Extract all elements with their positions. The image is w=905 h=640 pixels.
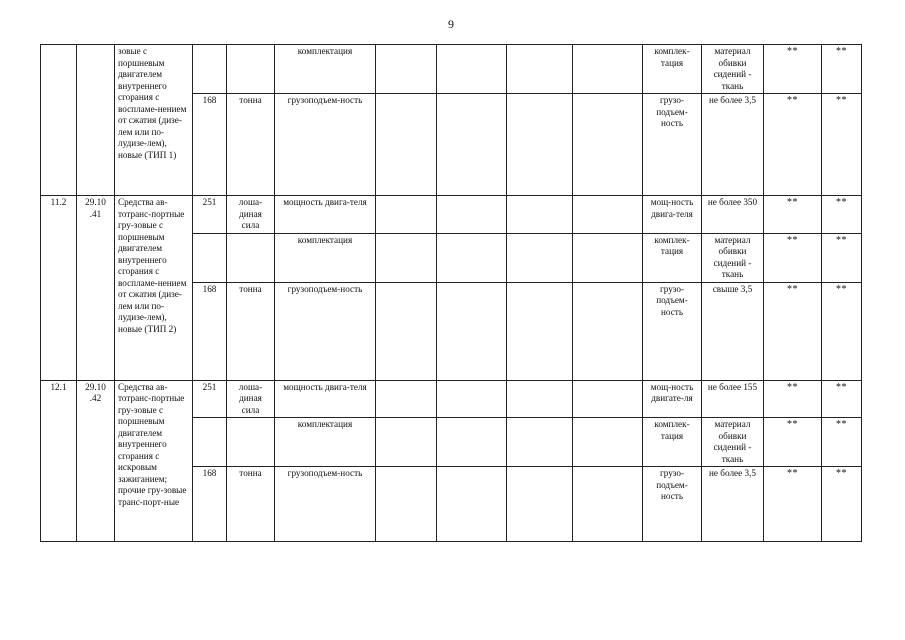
empty-cell [507, 418, 573, 467]
empty-cell [507, 45, 573, 94]
empty-cell [437, 196, 507, 234]
characteristic-cell: мощность двига-теля [275, 380, 376, 418]
empty-cell [573, 282, 643, 380]
characteristic-2-cell: грузо-подъем-ность [643, 467, 702, 542]
empty-cell [437, 380, 507, 418]
characteristic-cell: грузоподъем-ность [275, 467, 376, 542]
okei-cell: 168 [193, 282, 227, 380]
mark-cell: ** [822, 196, 862, 234]
mark-cell: ** [822, 282, 862, 380]
characteristic-2-cell: грузо-подъем-ность [643, 94, 702, 196]
mark-cell: ** [822, 233, 862, 282]
empty-cell [376, 380, 437, 418]
table-row [41, 196, 862, 234]
characteristic-2-cell: комплек-тация [643, 45, 702, 94]
empty-cell [437, 467, 507, 542]
characteristic-2-cell: мощ-ность двигате-ля [643, 380, 702, 418]
okei-cell: 168 [193, 94, 227, 196]
unit-cell: тонна [227, 467, 275, 542]
empty-cell [376, 418, 437, 467]
empty-cell [437, 233, 507, 282]
value-cell: материал обивки сидений - ткань [702, 233, 764, 282]
empty-cell [507, 467, 573, 542]
value-cell: не более 3,5 [702, 467, 764, 542]
mark-cell: ** [764, 196, 822, 234]
empty-cell [507, 94, 573, 196]
mark-cell: ** [822, 418, 862, 467]
empty-cell [507, 196, 573, 234]
unit-cell [227, 45, 275, 94]
okei-cell [193, 45, 227, 94]
mark-cell: ** [764, 467, 822, 542]
empty-cell [573, 196, 643, 234]
code-cell: 11.2 [41, 196, 77, 381]
value-cell: свыше 3,5 [702, 282, 764, 380]
empty-cell [573, 233, 643, 282]
unit-cell: лоша-диная сила [227, 380, 275, 418]
empty-cell [507, 282, 573, 380]
page-number: 9 [448, 17, 454, 31]
characteristic-cell: грузоподъем-ность [275, 282, 376, 380]
table-row [41, 45, 862, 94]
empty-cell [376, 282, 437, 380]
value-cell: не более 350 [702, 196, 764, 234]
empty-cell [507, 233, 573, 282]
unit-cell: тонна [227, 94, 275, 196]
mark-cell: ** [764, 418, 822, 467]
mark-cell: ** [822, 380, 862, 418]
unit-cell [227, 418, 275, 467]
characteristic-cell: грузоподъем-ность [275, 94, 376, 196]
characteristic-cell: комплектация [275, 233, 376, 282]
okpd-cell: 29.10 .42 [77, 380, 115, 542]
unit-cell [227, 233, 275, 282]
empty-cell [376, 94, 437, 196]
empty-cell [437, 45, 507, 94]
okei-cell: 251 [193, 196, 227, 234]
mark-cell: ** [764, 233, 822, 282]
empty-cell [573, 467, 643, 542]
empty-cell [573, 94, 643, 196]
unit-cell: лоша-диная сила [227, 196, 275, 234]
empty-cell [437, 94, 507, 196]
empty-cell [376, 196, 437, 234]
value-cell: материал обивки сидений - ткань [702, 45, 764, 94]
okpd-cell: 29.10 .41 [77, 196, 115, 381]
requirements-table [40, 44, 862, 542]
unit-cell: тонна [227, 282, 275, 380]
description-cell: Средства ав-тотранс-портные гру-зовые с поршневым двигателем внутреннего сгорания с воспламе-нением от сжатия (дизе-лем или по-лудизе-лем), новые (ТИП 2) [115, 196, 193, 381]
value-cell: не более 3,5 [702, 94, 764, 196]
characteristic-2-cell: грузо-подъем-ность [643, 282, 702, 380]
table-row [41, 380, 862, 418]
characteristic-2-cell: комплек-тация [643, 418, 702, 467]
empty-cell [573, 45, 643, 94]
okei-cell [193, 418, 227, 467]
okpd-cell [77, 45, 115, 196]
characteristic-cell: комплектация [275, 45, 376, 94]
value-cell: не более 155 [702, 380, 764, 418]
mark-cell: ** [764, 94, 822, 196]
empty-cell [507, 380, 573, 418]
characteristic-2-cell: комплек-тация [643, 233, 702, 282]
code-cell: 12.1 [41, 380, 77, 542]
empty-cell [573, 380, 643, 418]
mark-cell: ** [822, 467, 862, 542]
empty-cell [376, 467, 437, 542]
mark-cell: ** [764, 45, 822, 94]
okei-cell: 251 [193, 380, 227, 418]
mark-cell: ** [764, 282, 822, 380]
description-cell: зовые с поршневым двигателем внутреннего сгорания с воспламе-нением от сжатия (дизе-лем или по-лудизе-лем), новые (ТИП 1) [115, 45, 193, 196]
code-cell [41, 45, 77, 196]
value-cell: материал обивки сидений - ткань [702, 418, 764, 467]
empty-cell [376, 233, 437, 282]
characteristic-2-cell: мощ-ность двига-теля [643, 196, 702, 234]
description-cell: Средства ав-тотранс-портные гру-зовые с поршневым двигателем внутреннего сгорания с искровым зажиганием; прочие гру-зовые транс-порт-ные [115, 380, 193, 542]
mark-cell: ** [822, 45, 862, 94]
mark-cell: ** [822, 94, 862, 196]
okei-cell [193, 233, 227, 282]
mark-cell: ** [764, 380, 822, 418]
empty-cell [376, 45, 437, 94]
characteristic-cell: комплектация [275, 418, 376, 467]
empty-cell [437, 418, 507, 467]
characteristic-cell: мощность двига-теля [275, 196, 376, 234]
empty-cell [573, 418, 643, 467]
empty-cell [437, 282, 507, 380]
okei-cell: 168 [193, 467, 227, 542]
